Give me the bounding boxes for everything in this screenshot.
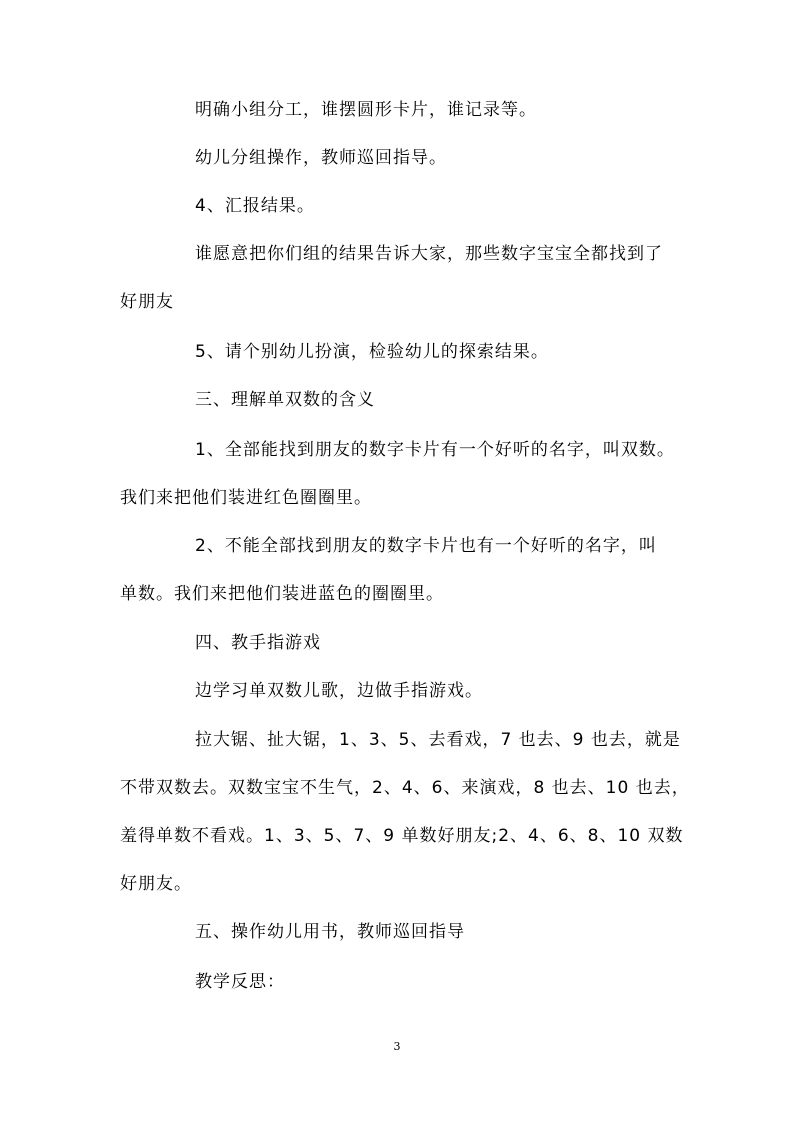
paragraph-line: 教学反思： (195, 972, 285, 992)
paragraph-line: 我们来把他们装进红色圈圈里。 (120, 488, 372, 508)
paragraph-line: 1、全部能找到朋友的数字卡片有一个好听的名字，叫双数。 (195, 440, 675, 460)
page-number: 3 (393, 1040, 401, 1053)
paragraph-line: 单数。我们来把他们装进蓝色的圈圈里。 (120, 584, 444, 604)
section-heading: 5、请个别幼儿扮演，检验幼儿的探索结果。 (195, 342, 549, 362)
paragraph-line: 明确小组分工，谁摆圆形卡片，谁记录等。 (195, 100, 537, 120)
paragraph-line: 好朋友 (120, 292, 174, 312)
paragraph-line: 不带双数去。双数宝宝不生气，2、4、6、来演戏，8 也去、10 也去， (120, 778, 690, 798)
section-heading: 三、理解单双数的含义 (195, 390, 375, 410)
section-heading: 五、操作幼儿用书，教师巡回指导 (195, 922, 465, 942)
paragraph-line: 边学习单双数儿歌，边做手指游戏。 (195, 681, 483, 701)
section-heading: 4、汇报结果。 (195, 196, 315, 216)
paragraph-line: 幼儿分组操作，教师巡回指导。 (195, 148, 447, 168)
paragraph-line: 拉大锯、扯大锯，1、3、5、去看戏，7 也去、9 也去，就是 (195, 730, 681, 750)
section-heading: 四、教手指游戏 (195, 633, 321, 653)
paragraph-line: 羞得单数不看戏。1、3、5、7、9 单数好朋友;2、4、6、8、10 双数 (120, 826, 684, 846)
paragraph-line: 谁愿意把你们组的结果告诉大家，那些数字宝宝全都找到了 (195, 244, 663, 264)
paragraph-line: 好朋友。 (120, 874, 192, 894)
paragraph-line: 2、不能全部找到朋友的数字卡片也有一个好听的名字，叫 (195, 536, 657, 556)
